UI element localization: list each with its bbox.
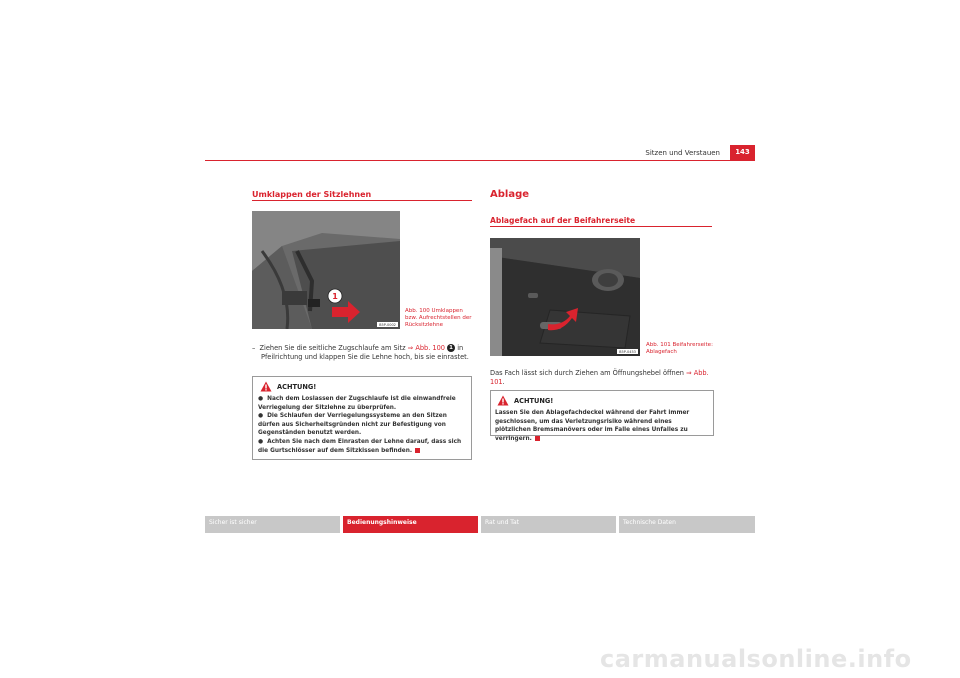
- warning-text: Lassen Sie den Ablagefachdeckel während der Fahrt immer geschlossen, um das Verletzungsrisiko während eines plötzlichen Bremsmanövers oder im Falle eines Unfalles zu verringern.: [495, 410, 690, 442]
- section-heading-ablagefach: Ablagefach auf der Beifahrerseite: [490, 216, 636, 225]
- bullet-icon: ●: [258, 396, 264, 402]
- instruction-text-line2: Pfeilrichtung und klappen Sie die Lehne hoch, bis sie einrastet.: [261, 353, 469, 361]
- figure-code: B5P-0002: [379, 323, 396, 327]
- footer-tab-rat-und-tat[interactable]: Rat und Tat: [481, 516, 616, 533]
- section-heading-rule: [490, 226, 712, 227]
- warning-triangle-icon: [260, 381, 272, 392]
- fig-ref-link[interactable]: Abb. 101: [490, 369, 709, 386]
- instruction-text: Ziehen Sie die seitliche Zugschlaufe am Sitz: [259, 344, 406, 352]
- callout-badge: 1: [447, 344, 455, 352]
- footer-tab-sicher[interactable]: Sicher ist sicher: [205, 516, 340, 533]
- bullet-icon: ●: [258, 413, 264, 420]
- fig-ref-arrow: ⇒: [686, 369, 692, 377]
- instruction-text-cont: in: [457, 344, 464, 352]
- chapter-title-ablage: Ablage: [490, 189, 530, 200]
- fig-ref-arrow: ⇒: [407, 344, 414, 352]
- section-heading-rule: [252, 200, 472, 201]
- figure-caption-100: Abb. 100 Umklappen bzw. Aufrechtstellen der Rücksitzlehne: [405, 308, 472, 328]
- figure-callout-1: 1: [332, 292, 338, 301]
- warning-box-right: [490, 390, 714, 442]
- instruction-text-right: Das Fach lässt sich durch Ziehen am Öffnungshebel öffnen ⇒ Abb. 101.: [490, 369, 709, 386]
- end-of-section-icon: [415, 448, 420, 453]
- instruction-step: [252, 344, 474, 362]
- bullet-icon: ●: [258, 438, 264, 445]
- footer-tab-bedienungshinweise[interactable]: Bedienungshinweise: [343, 516, 478, 533]
- figure-seat-photo: [252, 211, 400, 329]
- figure-code: B5P-0453: [619, 350, 636, 354]
- header-rule: [205, 160, 755, 161]
- warning-item: ● Die Schlaufen der Verriegelungssysteme an den Sitzen dürfen aus Sicherheitsgründen nicht zur Befestigung von Gegenständen benutzt werden.: [258, 413, 447, 437]
- warning-box-left: [252, 376, 472, 460]
- running-header-title: Sitzen und Verstauen: [645, 149, 720, 157]
- end-of-section-icon: [535, 436, 540, 441]
- warning-title: ACHTUNG!: [277, 382, 317, 391]
- warning-triangle-icon: [497, 395, 509, 406]
- figure-glovebox-photo: [490, 238, 640, 356]
- warning-item: ● Nach dem Loslassen der Zugschlaufe ist die einwandfreie Verriegelung der Sitzlehne zu überprüfen.: [258, 396, 456, 411]
- page-number-badge: 143: [730, 145, 755, 160]
- footer-tab-technische-daten[interactable]: Technische Daten: [619, 516, 755, 533]
- warning-item: ● Achten Sie nach dem Einrasten der Lehne darauf, dass sich die Gurtschlösser auf dem Sitzkissen befinden.: [258, 438, 462, 454]
- watermark-text: carmanualsonline.info: [600, 645, 912, 673]
- section-heading-umklappen: Umklappen der Sitzlehnen: [252, 190, 372, 199]
- figure-caption-101: Abb. 101 Beifahrerseite: Ablagefach: [646, 342, 713, 355]
- instruction-dash: –: [252, 344, 256, 352]
- warning-title: ACHTUNG!: [514, 396, 554, 405]
- fig-ref-link[interactable]: Abb. 100: [415, 344, 445, 352]
